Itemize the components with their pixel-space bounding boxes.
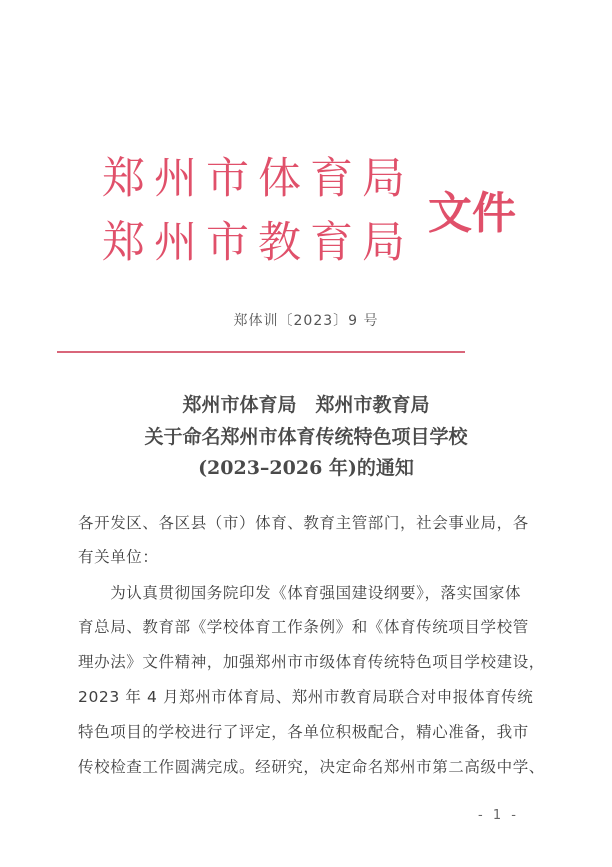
document-type-label: 文件	[428, 188, 516, 239]
body-line: 各开发区、各区县（市）体育、教育主管部门，社会事业局，各	[78, 514, 529, 532]
body-line: 育总局、教育部《学校体育工作条例》和《体育传统项目学校管	[78, 618, 529, 636]
title-line-2: 关于命名郑州市体育传统特色项目学校	[144, 426, 468, 448]
body-line: 理办法》文件精神，加强郑州市市级体育传统特色项目学校建设，	[78, 653, 545, 671]
body-line: 特色项目的学校进行了评定，各单位积极配合，精心准备，我市	[78, 723, 529, 741]
title-line-3: (2023–2026 年)的通知	[198, 457, 414, 479]
issuer-name-education-bureau: 郑州市教育局	[102, 218, 414, 268]
red-divider-line	[57, 351, 465, 353]
document-number: 郑体训〔2023〕9 号	[233, 313, 379, 329]
title-line-1: 郑州市体育局 郑州市教育局	[182, 394, 430, 416]
body-line: 2023 年 4 月郑州市体育局、郑州市教育局联合对申报体育传统	[78, 688, 534, 706]
body-line: 传校检查工作圆满完成。经研究，决定命名郑州市第二高级中学、	[78, 758, 545, 776]
issuer-name-sports-bureau: 郑州市体育局	[102, 154, 414, 204]
page-number: - 1 -	[478, 808, 519, 823]
body-line: 为认真贯彻国务院印发《体育强国建设纲要》，落实国家体	[78, 584, 522, 602]
body-line: 有关单位：	[78, 548, 159, 566]
